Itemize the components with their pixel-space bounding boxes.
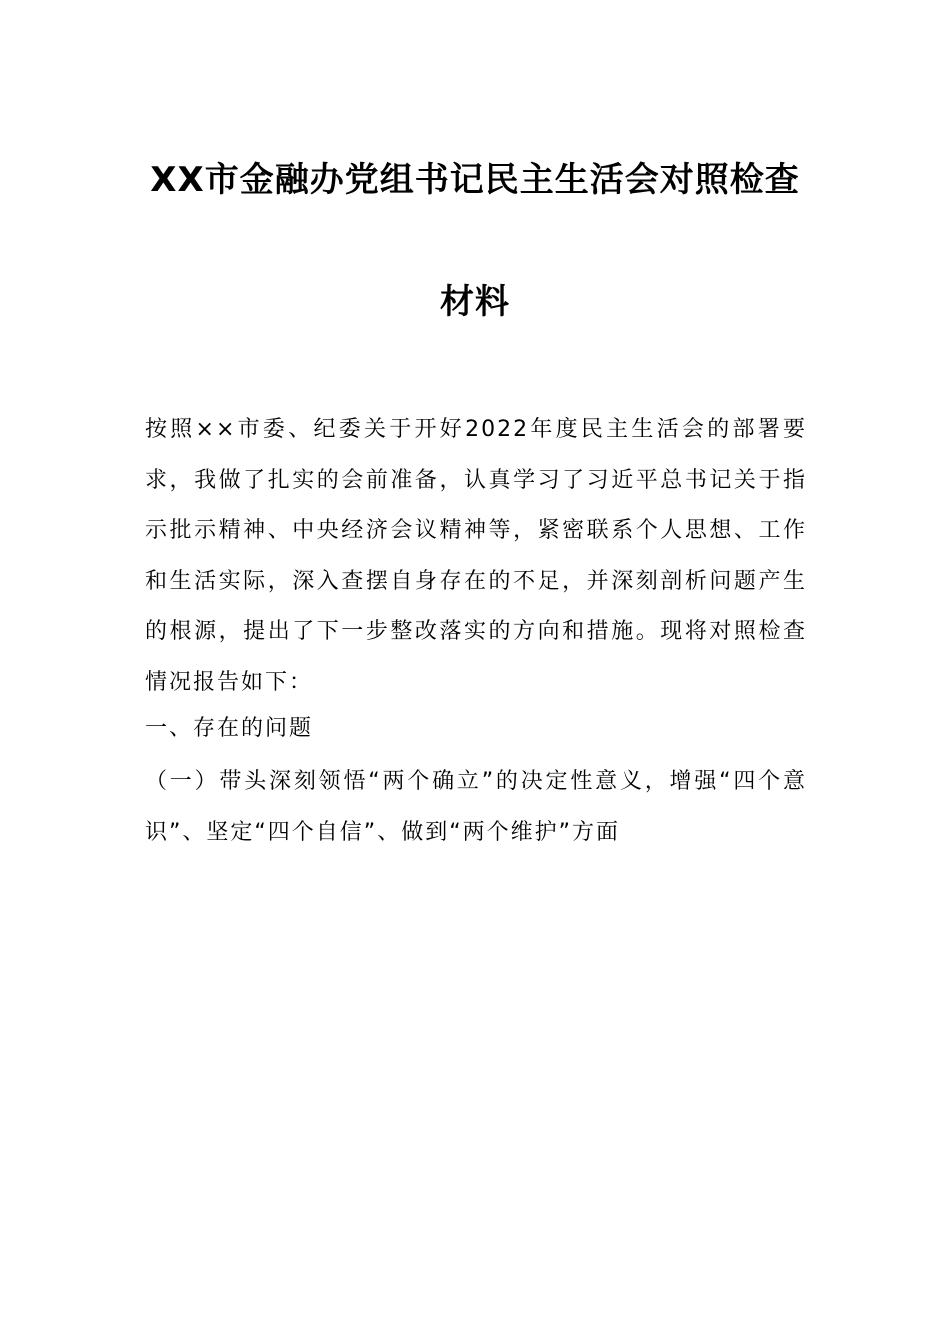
document-title-line-2: 材料 — [440, 282, 510, 322]
document-title-line-1: XX市金融办党组书记民主生活会对照检查 — [150, 160, 800, 200]
subsection-heading: （一）带头深刻领悟“两个确立”的决定性意义，增强“四个意识”、坚定“四个自信”、做到“两个维护”方面 — [145, 769, 807, 845]
intro-paragraph: 按照××市委、纪委关于开好2022年度民主生活会的部署要求，我做了扎实的会前准备，认真学习了习近平总书记关于指示批示精神、中央经济会议精神等，紧密联系个人思想、工作和生活实际，深入查摆自身存在的不足，并深刻剖析问题产生的根源，提出了下一步整改落实的方向和措施。现将对照检查情况报告如下： — [145, 417, 807, 695]
section-heading: 一、存在的问题 — [145, 716, 314, 741]
